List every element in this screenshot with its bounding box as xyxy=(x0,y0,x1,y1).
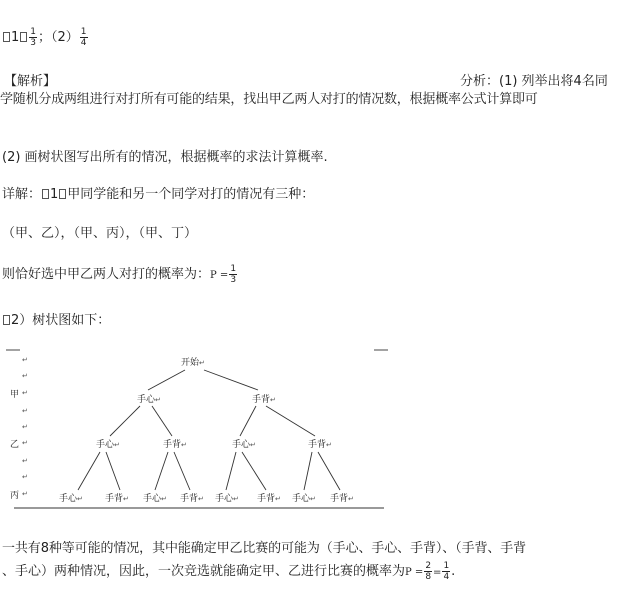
tree-node-l2: 手背 xyxy=(308,440,327,450)
tree-diagram xyxy=(0,340,400,510)
tree-edge xyxy=(78,452,100,490)
return-mark: ↵ xyxy=(22,389,28,397)
part2-label-text: 2）树状图如下： xyxy=(11,313,111,328)
detail-probability xyxy=(2,263,238,285)
conclusion-eq: = xyxy=(433,567,442,578)
detail-prob-fraction: $\frac{1}{3}$ xyxy=(230,264,237,285)
return-mark: ↵ xyxy=(114,441,120,449)
return-mark: ↵ xyxy=(181,441,187,449)
return-mark: ↵ xyxy=(198,495,204,503)
missing-glyph-icon xyxy=(3,315,10,325)
missing-glyph-icon xyxy=(20,32,27,42)
return-mark: ↵ xyxy=(233,495,239,503)
detail-text: 甲同学能和另一个同学对打的情况有三种： xyxy=(67,187,315,202)
tree-edge xyxy=(110,406,140,436)
return-mark: ↵ xyxy=(348,495,354,503)
return-mark: ↵ xyxy=(326,441,332,449)
tree-node-l3: 手心 xyxy=(215,494,234,504)
return-mark: ↵ xyxy=(22,423,28,431)
answer-separator: ；（2） xyxy=(38,30,79,45)
answer-fraction-1: $\frac{1}{3}$ xyxy=(30,27,37,48)
return-mark: ↵ xyxy=(22,372,28,380)
conclusion-line1: 一共有8种等可能的情况，其中能确定甲乙比赛的可能为（手心、手心、手背）、（手背、手背 xyxy=(2,541,527,556)
tree-node-l3: 手背 xyxy=(105,494,124,504)
tree-edge xyxy=(155,452,168,490)
tree-node-l3: 手背 xyxy=(180,494,199,504)
return-mark: ↵ xyxy=(22,490,28,498)
tree-node-l3: 手心 xyxy=(143,494,162,504)
conclusion-line2 xyxy=(2,560,455,582)
answer-fraction-2: $\frac{1}{4}$ xyxy=(80,27,87,48)
tree-node-l3: 手背 xyxy=(330,494,349,504)
analysis-line3: (2) 画树状图写出所有的情况，根据概率的求法计算概率. xyxy=(2,150,328,165)
return-mark: ↵ xyxy=(22,473,28,481)
return-mark: ↵ xyxy=(22,439,28,447)
analysis-heading: 【解析】 xyxy=(4,74,57,89)
row-label-jia: 甲 xyxy=(10,390,20,400)
return-mark: ↵ xyxy=(22,457,28,465)
return-mark: ↵ xyxy=(270,396,276,404)
return-mark: ↵ xyxy=(310,495,316,503)
tree-edge xyxy=(204,370,258,390)
tree-edge xyxy=(174,452,190,490)
tree-node-l2: 手背 xyxy=(163,440,182,450)
tree-node-l3: 手背 xyxy=(257,494,276,504)
return-mark: ↵ xyxy=(22,407,28,415)
detail-prefix: 详解： xyxy=(2,187,42,202)
tree-node-l2: 手心 xyxy=(232,440,251,450)
tree-edge xyxy=(152,406,172,436)
conclusion-p: P = xyxy=(405,567,424,578)
detail-prob-text: 则恰好选中甲乙两人对打的概率为： xyxy=(2,267,211,282)
return-mark: ↵ xyxy=(123,495,129,503)
return-mark: ↵ xyxy=(161,495,167,503)
tree-node-l3: 手心 xyxy=(59,494,78,504)
detail-mid: 1 xyxy=(50,187,59,202)
tree-edge xyxy=(148,370,185,390)
return-mark: ↵ xyxy=(155,396,161,404)
conclusion-end: . xyxy=(451,564,456,579)
return-mark: ↵ xyxy=(199,359,205,367)
conclusion-fraction-b: $\frac{1}{4}$ xyxy=(443,561,450,582)
tree-root: 开始 xyxy=(181,358,200,368)
return-mark: ↵ xyxy=(250,441,256,449)
part2-label xyxy=(2,309,110,328)
conclusion-fraction-a: $\frac{2}{8}$ xyxy=(425,561,432,582)
tree-edge xyxy=(318,452,340,490)
analysis-line1-right: 分析：(1) 列举出将4名同 xyxy=(460,74,608,89)
analysis-line2: 学随机分成两组进行对打所有可能的结果，找出甲乙两人对打的情况数，根据概率公式计算即可 xyxy=(0,92,538,107)
tree-edge xyxy=(304,452,312,490)
tree-edge xyxy=(106,452,120,490)
answer-part1-label: 1 xyxy=(11,30,20,45)
tree-node-l1: 手心 xyxy=(137,395,156,405)
tree-node-l1: 手背 xyxy=(252,395,271,405)
return-mark: ↵ xyxy=(77,495,83,503)
missing-glyph-icon xyxy=(59,189,66,199)
row-label-yi: 乙 xyxy=(10,440,20,450)
detail-cases: （甲、乙），（甲、丙），（甲、丁） xyxy=(2,226,198,241)
missing-glyph-icon xyxy=(3,32,10,42)
detail-prob-p: P = xyxy=(210,270,229,281)
row-label-bing: 丙 xyxy=(10,491,20,501)
tree-edge xyxy=(240,406,256,436)
detail-line xyxy=(2,183,314,202)
tree-edge xyxy=(226,452,236,490)
answer-line xyxy=(2,26,89,48)
conclusion-line2-text: 、手心）两种情况，因此，一次竞选就能确定甲、乙进行比赛的概率为 xyxy=(2,564,406,579)
return-mark: ↵ xyxy=(275,495,281,503)
tree-edge xyxy=(266,406,315,436)
tree-edge xyxy=(242,452,266,490)
tree-node-l3: 手心 xyxy=(292,494,311,504)
tree-node-l2: 手心 xyxy=(96,440,115,450)
return-mark: ↵ xyxy=(22,356,28,364)
missing-glyph-icon xyxy=(42,189,49,199)
